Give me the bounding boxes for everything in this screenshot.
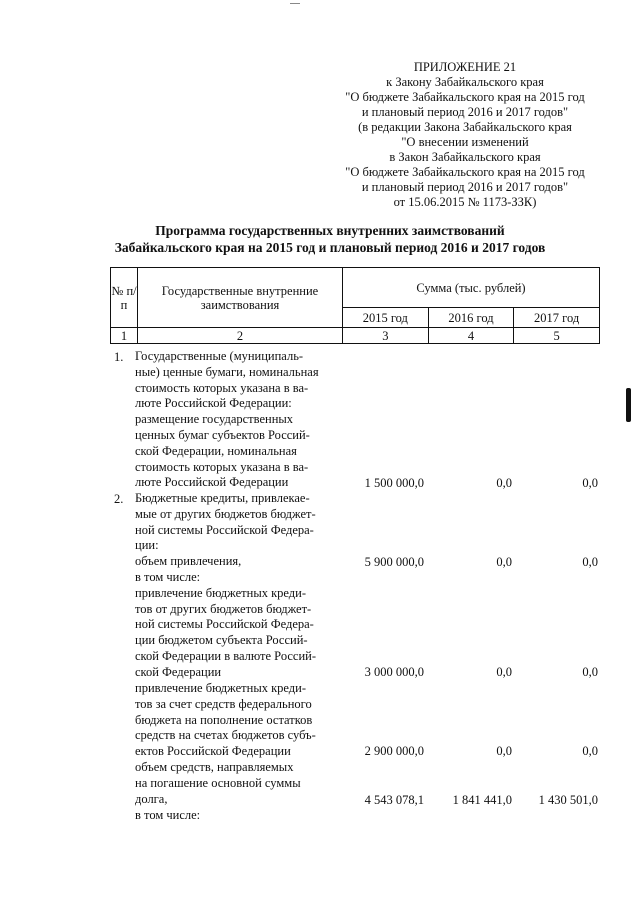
header-name: Государственные внутренние заимствования — [138, 268, 343, 328]
text-line: долга, — [135, 791, 168, 806]
item-number: 2. — [114, 492, 124, 506]
value-2016: 0,0 — [496, 665, 512, 679]
text-line: ектов Российской Федерации — [135, 744, 291, 759]
text-line: ценных бумаг субъектов Россий- — [135, 427, 310, 442]
text-line: объем привлечения, — [135, 554, 242, 569]
col-number: 2 — [138, 328, 343, 344]
text-line: ции: — [135, 538, 159, 553]
col-number: 4 — [428, 328, 514, 344]
item-text — [135, 349, 341, 491]
value-2016: 0,0 — [496, 555, 512, 569]
item-text — [135, 570, 341, 681]
text-line: ные) ценные бумаги, номинальная — [135, 364, 319, 379]
text-line: ной системы Российской Федера- — [135, 617, 314, 632]
value-2015: 3 000 000,0 — [364, 665, 424, 679]
value-2016: 0,0 — [496, 744, 512, 758]
text-line: ской Федерации в валюте Россий- — [135, 648, 317, 663]
appendix-line: в Закон Забайкальского края — [389, 150, 541, 164]
item-text — [135, 808, 341, 824]
value-2015: 2 900 000,0 — [364, 744, 424, 758]
text-line: ной системы Российской Федера- — [135, 522, 314, 537]
item-text — [135, 491, 341, 570]
text-line: Бюджетные кредиты, привлекае- — [135, 491, 310, 505]
text-line: мые от других бюджетов бюджет- — [135, 506, 316, 521]
text-line: люте Российской Федерации — [135, 475, 289, 490]
text-line: ской Федерации — [135, 664, 222, 679]
appendix-line: ПРИЛОЖЕНИЕ 21 — [413, 60, 517, 74]
scan-top-mark — [290, 3, 300, 4]
col-number: 3 — [343, 328, 429, 344]
item-text — [135, 760, 341, 807]
text-line: люте Российской Федерации: — [135, 396, 292, 411]
item-number: 1. — [114, 350, 124, 364]
col-number: 5 — [514, 328, 600, 344]
col-number: 1 — [111, 328, 138, 344]
value-2015: 5 900 000,0 — [364, 555, 424, 569]
item-text — [135, 681, 341, 760]
appendix-line: "О бюджете Забайкальского края на 2015 год — [345, 90, 585, 104]
appendix-line: и плановый период 2016 и 2017 годов" — [361, 105, 569, 119]
title-line-1: Программа государственных внутренних заимствований — [155, 223, 505, 238]
value-2017: 0,0 — [582, 744, 598, 758]
value-2015: 1 500 000,0 — [364, 476, 424, 490]
header-sum: Сумма (тыс. рублей) — [343, 268, 600, 308]
scan-edge-mark — [626, 388, 631, 422]
table-header — [110, 267, 600, 344]
appendix-line: "О бюджете Забайкальского края на 2015 год — [345, 165, 585, 179]
text-line: бюджета на пополнение остатков — [135, 712, 313, 727]
text-line: средств на счетах бюджетов субъ- — [135, 728, 316, 743]
value-2017: 0,0 — [582, 665, 598, 679]
header-year-2015: 2015 год — [343, 308, 429, 328]
value-2016: 0,0 — [496, 476, 512, 490]
appendix-line: (в редакции Закона Забайкальского края — [358, 120, 572, 134]
value-2015: 4 543 078,1 — [364, 793, 424, 807]
title-line-2: Забайкальского края на 2015 год и плановый период 2016 и 2017 годов — [114, 240, 546, 255]
text-line: на погашение основной суммы — [135, 775, 301, 790]
text-line: привлечение бюджетных креди- — [135, 681, 307, 695]
appendix-line: "О внесении изменений — [401, 135, 529, 149]
text-line: стоимость которых указана в ва- — [135, 380, 309, 395]
text-line: тов за счет средств федерального — [135, 696, 312, 711]
text-line: размещение государственных — [135, 412, 294, 427]
value-2017: 0,0 — [582, 555, 598, 569]
value-2017: 1 430 501,0 — [538, 793, 598, 807]
appendix-header — [300, 60, 630, 210]
text-line: в том числе: — [135, 570, 201, 584]
value-2016: 1 841 441,0 — [452, 793, 512, 807]
text-line: ской Федерации, номинальная — [135, 443, 297, 458]
text-line: тов от других бюджетов бюджет- — [135, 601, 312, 616]
header-year-2016: 2016 год — [428, 308, 514, 328]
text-line: в том числе: — [135, 808, 201, 822]
appendix-line: к Закону Забайкальского края — [386, 75, 544, 89]
text-line: ции бюджетом субъекта Россий- — [135, 633, 308, 648]
text-line: объем средств, направляемых — [135, 760, 294, 774]
appendix-line: и плановый период 2016 и 2017 годов" — [361, 180, 569, 194]
value-2017: 0,0 — [582, 476, 598, 490]
text-line: стоимость которых указана в ва- — [135, 459, 309, 474]
text-line: Государственные (муниципаль- — [135, 349, 304, 363]
document-title — [90, 222, 570, 256]
header-year-2017: 2017 год — [514, 308, 600, 328]
appendix-line: от 15.06.2015 № 1173-ЗЗК) — [393, 195, 537, 209]
text-line: привлечение бюджетных креди- — [135, 585, 307, 600]
header-num: № п/п — [111, 268, 138, 328]
